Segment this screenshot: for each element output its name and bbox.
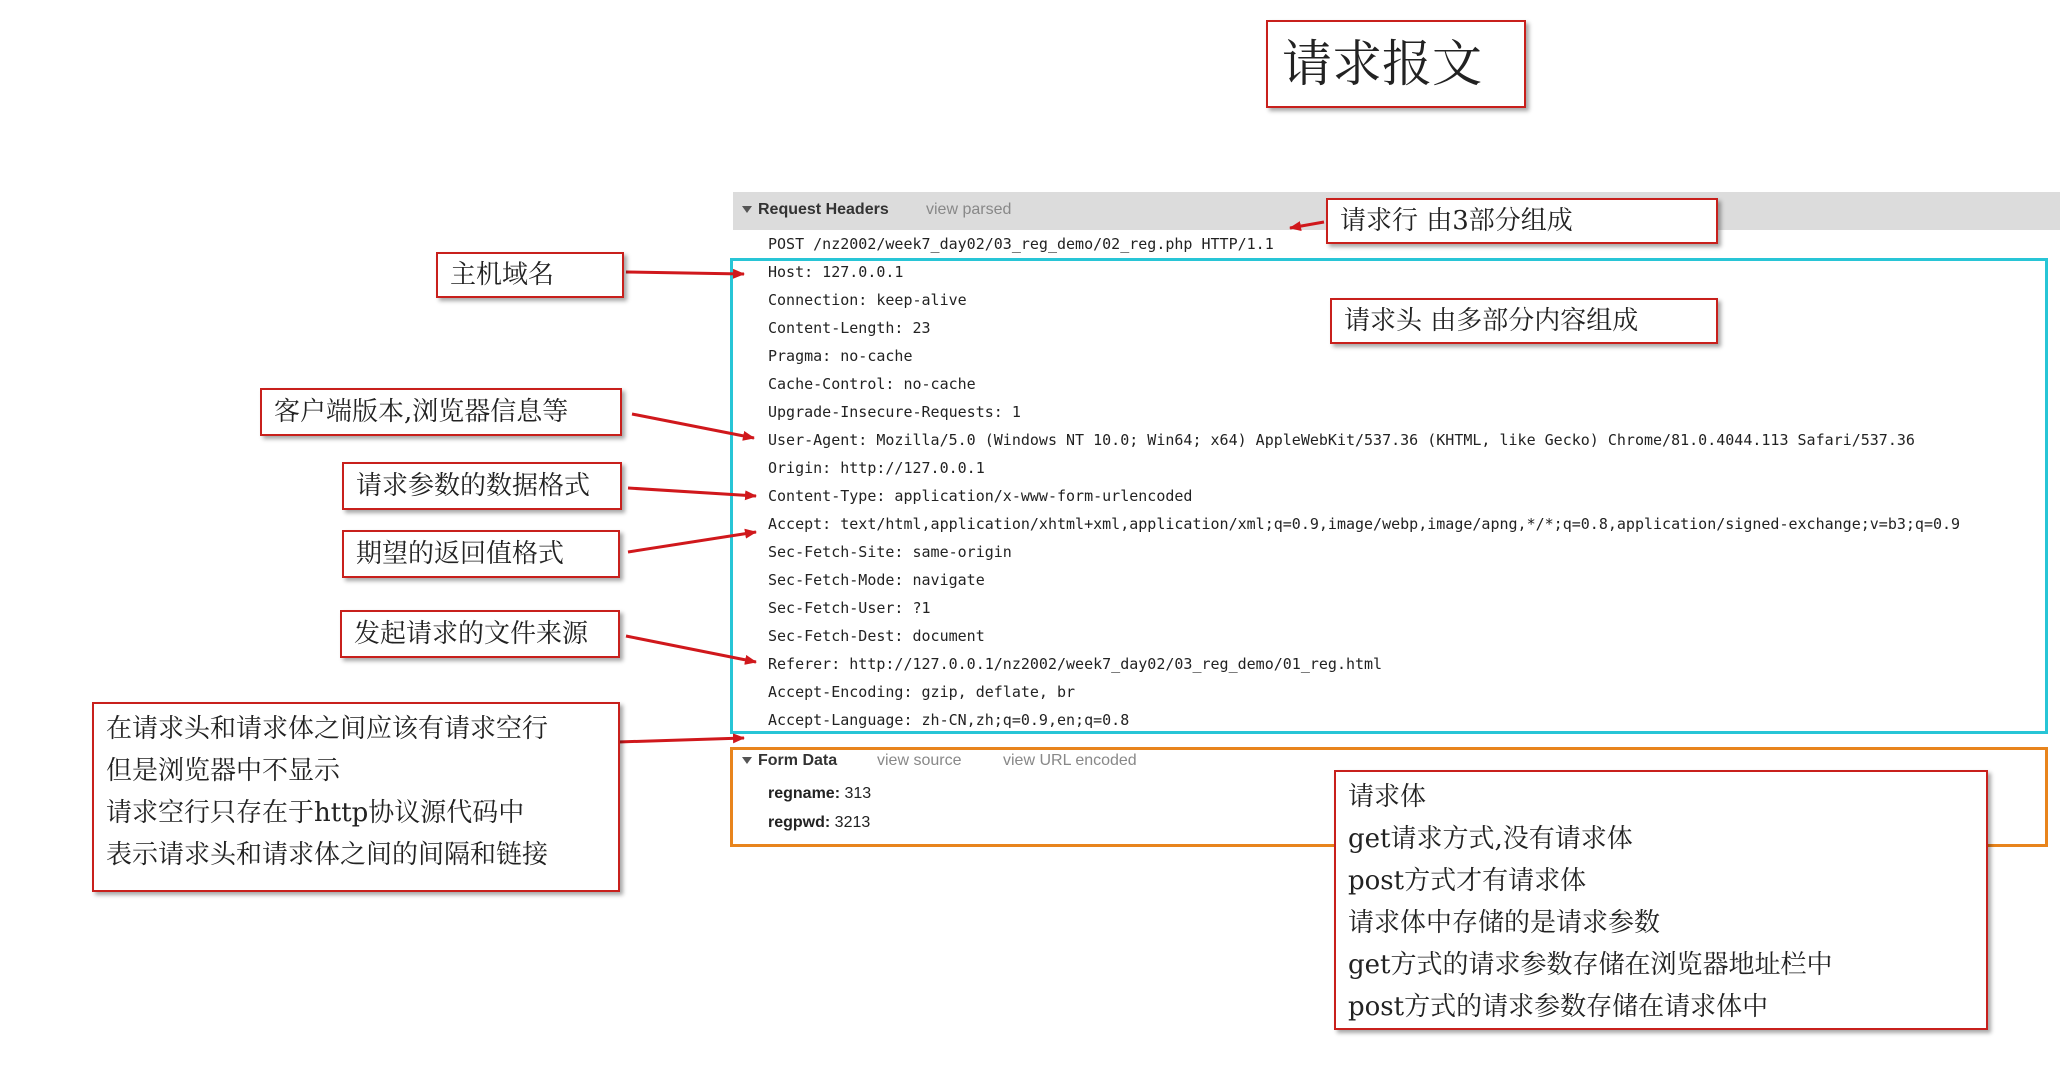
callout-request-headers: 请求头 由多部分内容组成 bbox=[1330, 298, 1718, 344]
header-row: Accept-Language: zh-CN,zh;q=0.9,en;q=0.8 bbox=[768, 711, 1130, 729]
header-row: Connection: keep-alive bbox=[768, 291, 967, 309]
callout-host: 主机域名 bbox=[436, 252, 624, 298]
header-row: Origin: http://127.0.0.1 bbox=[768, 459, 985, 477]
callout-request-line: 请求行 由3部分组成 bbox=[1326, 198, 1718, 244]
header-row: Sec-Fetch-Dest: document bbox=[768, 627, 985, 645]
form-field-value: 313 bbox=[844, 785, 872, 802]
header-row: Content-Length: 23 bbox=[768, 319, 931, 337]
header-row: Sec-Fetch-Mode: navigate bbox=[768, 571, 985, 589]
callout-request-body: 请求体 get请求方式,没有请求体 post方式才有请求体 请求体中存储的是请求参数 get方式的请求参数存储在浏览器地址栏中 post方式的请求参数存储在请求体中 bbox=[1334, 770, 1988, 1030]
callout-referer: 发起请求的文件来源 bbox=[340, 610, 620, 658]
header-row: Accept: text/html,application/xhtml+xml,application/xml;q=0.9,image/webp,image/apng,*/*;q=0.8,application/signed-exchange;v=b3;q=0.9 bbox=[768, 515, 1961, 533]
arrow-user-agent bbox=[632, 414, 754, 438]
callout-user-agent: 客户端版本,浏览器信息等 bbox=[260, 388, 622, 436]
header-row: Content-Type: application/x-www-form-urlencoded bbox=[768, 487, 1193, 505]
request-line: POST /nz2002/week7_day02/03_reg_demo/02_reg.php HTTP/1.1 bbox=[768, 235, 1274, 253]
arrow-content-type bbox=[628, 488, 756, 496]
form-field-value: 3213 bbox=[834, 814, 871, 831]
header-row: Pragma: no-cache bbox=[768, 347, 913, 365]
callout-blank-line: 在请求头和请求体之间应该有请求空行 但是浏览器中不显示 请求空行只存在于http协议源代码中 表示请求头和请求体之间的间隔和链接 bbox=[92, 702, 620, 892]
form-field-key: regpwd: bbox=[768, 814, 831, 831]
arrow-accept bbox=[628, 532, 756, 552]
header-row: Sec-Fetch-User: ?1 bbox=[768, 599, 931, 617]
arrow-referer bbox=[626, 636, 756, 662]
callout-accept: 期望的返回值格式 bbox=[342, 530, 620, 578]
view-source-link[interactable]: view source bbox=[877, 752, 962, 769]
header-row: User-Agent: Mozilla/5.0 (Windows NT 10.0; Win64; x64) AppleWebKit/537.36 (KHTML, like Gecko) Chrome/81.0.4044.113 Safari/537.36 bbox=[768, 431, 1915, 449]
header-row: Accept-Encoding: gzip, deflate, br bbox=[768, 683, 1076, 701]
header-row: Cache-Control: no-cache bbox=[768, 375, 976, 393]
request-headers-toggle[interactable]: Request Headers bbox=[742, 201, 889, 219]
page-title: 请求报文 bbox=[1282, 35, 1482, 93]
arrow-host bbox=[626, 272, 744, 274]
form-data-toggle[interactable]: Form Data bbox=[742, 752, 837, 770]
form-field-key: regname: bbox=[768, 785, 841, 802]
view-url-encoded-link[interactable]: view URL encoded bbox=[1003, 752, 1137, 769]
header-row: Upgrade-Insecure-Requests: 1 bbox=[768, 403, 1021, 421]
header-row: Sec-Fetch-Site: same-origin bbox=[768, 543, 1012, 561]
arrow-request-line bbox=[1290, 222, 1324, 228]
arrow-blank-line bbox=[618, 738, 744, 742]
header-row: Referer: http://127.0.0.1/nz2002/week7_day02/03_reg_demo/01_reg.html bbox=[768, 655, 1383, 673]
header-row: Host: 127.0.0.1 bbox=[768, 263, 904, 281]
callout-content-type: 请求参数的数据格式 bbox=[342, 462, 622, 510]
view-parsed-link[interactable]: view parsed bbox=[926, 201, 1012, 218]
